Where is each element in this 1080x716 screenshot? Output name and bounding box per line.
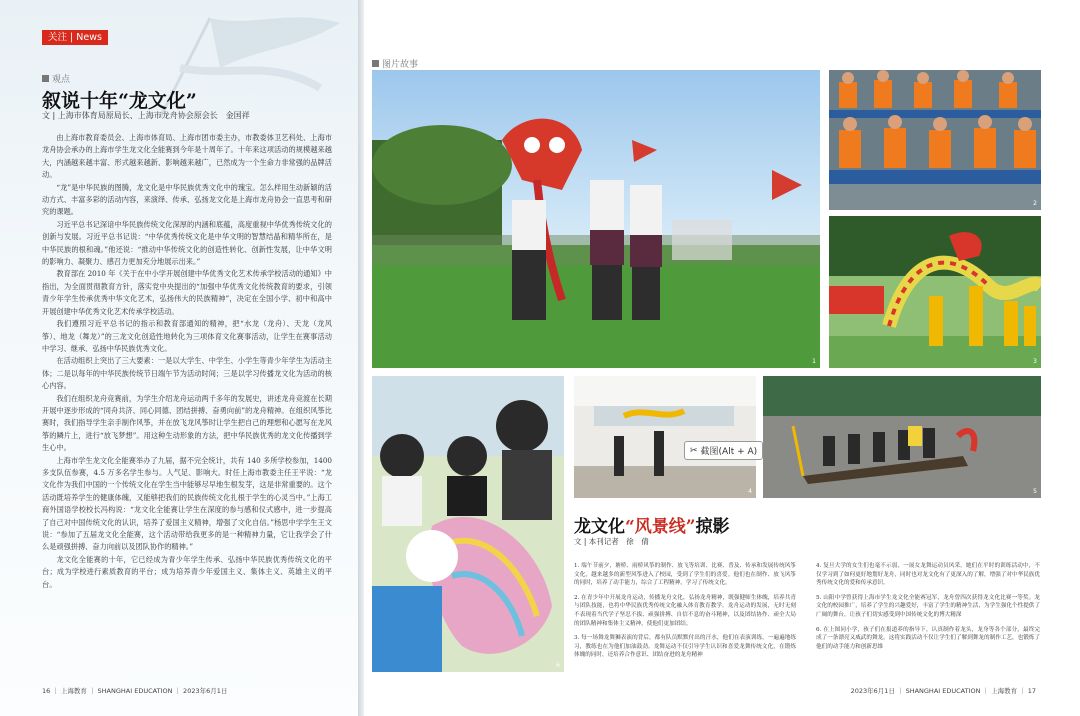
photo-number: 2 bbox=[1033, 200, 1037, 207]
section-square-icon bbox=[372, 60, 379, 67]
article-title: 叙说十年“龙文化” bbox=[42, 90, 197, 112]
section-square-icon bbox=[42, 75, 49, 82]
article-body bbox=[42, 132, 332, 591]
captions-column-1 bbox=[574, 562, 796, 666]
photo-number: 5 bbox=[1033, 488, 1037, 495]
photo-number: 6 bbox=[556, 662, 560, 669]
photo-caption: 2. 在青少年中开展龙舟运动，传播龙舟文化，弘扬龙舟精神，既强健师生体魄，培养共青与团队技能，也将中华民族优秀传统文化融入体育教育教学。龙舟运动的发展，无时无刻不表现着当代学子坚忍不拔、顽强拼搏、自信不息的奋斗精神，以及团结协作、顽全大局的团队精神和集体主义精神，使他们更加团结。 bbox=[574, 594, 796, 627]
photo-caption: 3. 每一场舞龙舞狮表演的背后，都有队员默默付出的汗水，他们在表演训练，一遍遍地练习，教练也在为他们加油鼓劲。龙舞运动不仅引导学生认识和喜爱龙舞传统文化，在锻炼体魄的同时，还培养合作意识、团结奋进的龙舟精神 bbox=[574, 635, 796, 659]
photo-dragon-kite-parade bbox=[372, 70, 820, 368]
photo-number: 1 bbox=[812, 358, 816, 365]
feature-title-post: 掠影 bbox=[695, 517, 730, 537]
photo-caption: 5. 山阳中学曾获得上海市学生龙文化全能赛冠军，龙舟曾四次获得龙文化比赛一等奖。龙文化的校园推广，培养了学生的兴趣爱好，丰富了学生的精神生活，为学生强化个性提供了广阔的舞台，让孩子们切实感受到中国传统文化的博大精深 bbox=[816, 594, 1040, 618]
photo-number: 4 bbox=[748, 488, 752, 495]
photo-dragon-boat-race bbox=[763, 376, 1041, 498]
article-paragraph: 上海市学生龙文化全能赛举办了九届，据不完全统计，共有 140 多所学校参加，1400 多支队伍参赛，4.5 万多名学生参与。人气足、影响大。时任上海市教委主任王平说：“龙文化作为我们中国的一个传统文化在学生当中能够尽早地生根发芽，这是非常重要的。这个活动既培养学生的健康体魄，又能够把我们的民族传统文化扎根于学生的心灵当中。”上海工商外国语学校校长冯构说：“龙文化全能赛让学生在深度的参与感和仪式感中，进一步提高了自己对中国传统文化的认识，培养了爱国主义精神，增强了文化自信。”杨思中学学生王文说：“参加了五届龙文化全能赛，这个活动带给我更多的是一种精神力量，它让我学会了什么是顽强拼搏、奋力向前以及团队协作的精神。” bbox=[42, 455, 332, 552]
article-paragraph: 教育部在 2010 年《关于在中小学开展创建中华优秀文化艺术传承学校活动的通知》中指出，为全面贯彻教育方针，落实党中央提出的“加强中华优秀文化传统教育的要求，引领青少年学生传承优秀中华文化艺术，弘扬伟大的民族精神”，决定在全国小学、初中和高中开展创建中华优秀文化艺术传承学校活动。 bbox=[42, 269, 332, 316]
article-paragraph: 由上海市教育委员会、上海市体育局、上海市团市委主办，市教委体卫艺科处、上海市龙舟协会承办的上海市学生龙文化全能赛到今年是十周年了。十年来这项活动的规模越来越大，内涵越来越丰富、形式越来越新、影响越来越广，已然成为一个生命力非常强的品牌活动。 bbox=[42, 133, 332, 180]
photo-caption: 4. 复旦大学的女生们也毫不示弱，一展女龙舞运动员风采。她们在平时的训练活动中，不仅学习到了如何更好地划好龙舟，同时也对龙文化有了更深入的了解，增强了对中华民族优秀传统文化的爱和传承意识。 bbox=[816, 563, 1040, 587]
photo-indoor-performance bbox=[574, 376, 756, 498]
feature-byline: 文 | 本刊记者 徐 倩 bbox=[574, 537, 649, 546]
photo-caption: 1. 端午节前夕，塘桥、雨桥风筝的制作、放飞等培训、比赛、普及、传承和发展传统风筝文化，越来越多的新型风筝进入了校园，受到了学生们的喜爱。他们也在制作、放飞风筝的同时，培养了动手能力，综合了工程精神，学习了传统文化。 bbox=[574, 563, 796, 587]
captions-column-2 bbox=[816, 562, 1040, 657]
article-paragraph: 在活动组织上突出了三大要素：一是以大学生、中学生、小学生等青少年学生为活动主体；二是以每年的中华民族传统节日端午节为活动时间；三是以学习传播龙文化为活动的核心内容。 bbox=[42, 356, 332, 391]
feature-title-quote: “风景线” bbox=[625, 517, 696, 537]
article-byline: 文 | 上海市体育局原局长、上海市龙舟协会原会长 金国祥 bbox=[42, 111, 250, 120]
article-paragraph: 我们遵照习近平总书记的指示和教育部通知的精神，把“水龙（龙舟）、天龙（龙风筝）、地龙（舞龙）”的三龙文化创造性地转化为三项体育文化赛事活动，让学生在赛事活动中学习、继承、弘扬中华民族优秀文化。 bbox=[42, 319, 332, 353]
screenshot-tooltip-text: 截图(Alt + A) bbox=[700, 447, 758, 457]
section-label bbox=[42, 72, 70, 85]
page-footer-right: 2023年6月1日 ｜ SHANGHAI EDUCATION ｜ 上海教育 ｜ 17 bbox=[850, 687, 1036, 695]
photo-5-illustration bbox=[763, 376, 1041, 498]
photo-dragon-dance bbox=[829, 216, 1041, 368]
photo-3-illustration bbox=[829, 216, 1041, 368]
photo-story-label bbox=[372, 57, 418, 70]
photo-1-illustration bbox=[372, 70, 820, 368]
photo-story-label-text: 图片故事 bbox=[382, 60, 419, 70]
screenshot-tooltip[interactable] bbox=[684, 441, 763, 460]
section-label-text: 观点 bbox=[52, 75, 71, 85]
scissors-icon: ✂ bbox=[690, 445, 698, 456]
photo-4-illustration bbox=[574, 376, 756, 498]
feature-title bbox=[574, 512, 730, 537]
article-paragraph: 我们在组织龙舟竞赛前，为学生介绍龙舟运动两千多年的发展史，讲述龙舟竞渡在长期开展中逐步形成的“同舟共济、同心同德、团结拼搏、奋勇向前”的龙舟精神。在组织风筝比赛时，我们指导学生亲手制作风筝，并在放飞龙风筝时让学生把自己的理想和心愿写在龙风筝的鳞片上，进行“放飞梦想”。用这种生动形象的方法，把中华民族优秀的龙文化传播到学生心中。 bbox=[42, 393, 332, 453]
article-paragraph: “龙”是中华民族的图腾，龙文化是中华民族优秀文化中的瑰宝。怎么样用生动新颖的活动方式、丰富多彩的活动内容，来演绎、传承、弘扬龙文化是上海市龙舟协会一直思考和研究的课题。 bbox=[42, 182, 332, 217]
left-page bbox=[0, 0, 358, 716]
news-tag: 关注 | News bbox=[42, 30, 108, 45]
feature-title-pre: 龙文化 bbox=[574, 517, 625, 537]
photo-dragon-boat-rowers bbox=[829, 70, 1041, 210]
photo-6-illustration bbox=[372, 376, 564, 672]
photo-number: 3 bbox=[1033, 358, 1037, 365]
photo-children-making-dragon bbox=[372, 376, 564, 672]
article-paragraph: 习近平总书记深谙中华民族传统文化深厚的内涵和底蕴，高度重视中华优秀传统文化的创新与发展。习近平总书记说：“中华优秀传统文化是中华文明的智慧结晶和精华所在，是中华民族的根和魂。”他还说：“推动中华传统文化的创造性转化、创新性发展，让中华文明的影响力、凝聚力、感召力更加充分地展示出来。” bbox=[42, 219, 332, 267]
article-paragraph: 龙文化全能赛的十年，它已经成为青少年学生传承、弘扬中华民族优秀传统文化的平台；成为学校进行素质教育的平台；成为培养青少年爱国主义、集体主义、英雄主义的平台。 bbox=[42, 554, 332, 589]
photo-caption: 6. 在上图同小学，孩子们在报道养的指导下，认真制作着龙头，龙身等各个部分，最终完成了一条漂亮又威武的舞龙。这将实践活动不仅让学生们了解到舞龙的制作工艺，也锻炼了他们的动手能力和创新思维 bbox=[816, 626, 1040, 650]
photo-2-illustration bbox=[829, 70, 1041, 210]
page-footer-left: 16 ｜ 上海教育 ｜ SHANGHAI EDUCATION ｜ 2023年6月1日 bbox=[42, 687, 228, 695]
